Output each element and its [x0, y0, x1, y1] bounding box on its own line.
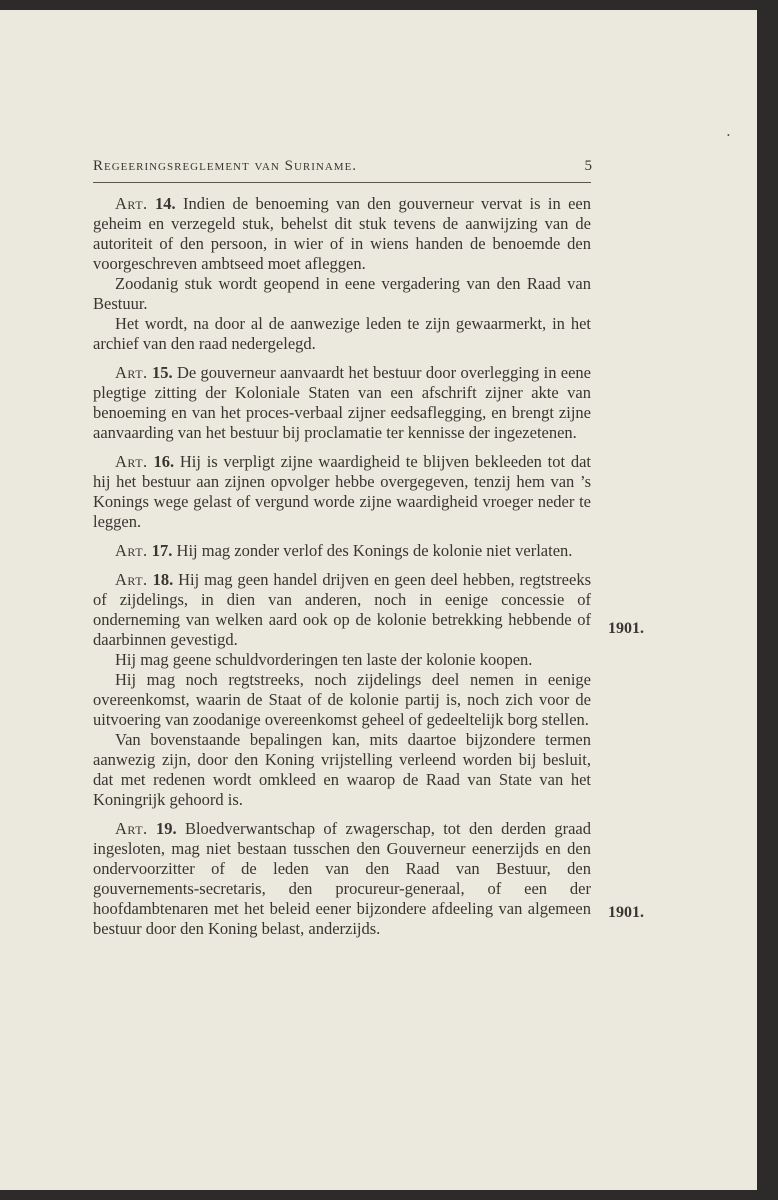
margin-year-note: 1901.	[608, 620, 644, 637]
article-17	[93, 541, 591, 561]
article-number: 19.	[156, 819, 177, 838]
article-number: 18.	[152, 570, 174, 589]
article-label: Art.	[115, 194, 148, 213]
running-title: Regeeringsreglement van Suriname.	[93, 158, 358, 174]
article-14-paragraph: Het wordt, na door al de aanwezige leden te zijn gewaarmerkt, in het archief van den raad nedergelegd.	[93, 314, 591, 353]
article-label: Art.	[115, 452, 148, 471]
article-14	[93, 194, 591, 274]
article-text: Bloedverwantschap of zwagerschap, tot den derden graad ingesloten, mag niet bestaan tusschen den Gouverneur eenerzijds en den ondervoorzitter of de leden van den Raad van Bestuur, den gouvernements-secretaris, den procureur-generaal, of een der hoofdambtenaren met het beleid eener bijzondere afdeeling van algemeen bestuur door den Koning belast, anderzijds.	[93, 819, 591, 938]
article-number: 15.	[152, 363, 173, 382]
article-16	[93, 452, 591, 532]
article-18-paragraph: Hij mag noch regtstreeks, noch zijdelings deel nemen in eenige overeenkomst, waarin de Staat of de kolonie partij is, noch zich voor de uitvoering van zoodanige overeenkomst geheel of gedeeltelijk borg stellen.	[93, 670, 591, 729]
page-speck: •	[727, 131, 730, 140]
document-page	[0, 10, 757, 1190]
article-number: 16.	[153, 452, 175, 471]
article-label: Art.	[115, 819, 148, 838]
article-text: Hij mag geen handel drijven en geen deel hebben, regtstreeks of zijdelings, in dien van anderen, noch in eenige concessie of onderneming van welken aard ook op de kolonie betrekking hebbende of daarbinnen gevestigd.	[93, 570, 591, 649]
page-number: 5	[584, 158, 593, 174]
article-14-paragraph: Zoodanig stuk wordt geopend in eene vergadering van den Raad van Bestuur.	[93, 274, 591, 313]
article-18-paragraph: Van bovenstaande bepalingen kan, mits daartoe bijzondere termen aanwezig zijn, door den Koning vrijstelling verleend worden bij besluit, dat met redenen wordt omkleed en waarop de Raad van State van het Koningrijk gehoord is.	[93, 730, 591, 809]
article-18-paragraph: Hij mag geene schuldvorderingen ten laste der kolonie koopen.	[115, 650, 533, 669]
article-text: Hij is verpligt zijne waardigheid te blijven bekleeden tot dat hij het bestuur aan zijnen opvolger hebbe overgegeven, tenzij hem van ’s Konings wege gelast of vergund worde zijne waardigheid vroeger neder te leggen.	[93, 452, 592, 531]
margin-year-note: 1901.	[608, 904, 644, 921]
article-text: Indien de benoeming van den gouverneur vervat is in een geheim en verzegeld stuk, behelst dit stuk tevens de aanwijzing van de autoriteit of den persoon, in wier of in wiens handen de benoemde den voorgeschreven ambtseed moet afleggen.	[93, 194, 591, 273]
article-15	[93, 363, 591, 443]
running-header	[93, 158, 593, 175]
article-label: Art.	[115, 363, 148, 382]
article-number: 17.	[151, 541, 173, 560]
article-19	[93, 819, 591, 939]
article-label: Art.	[115, 570, 148, 589]
header-rule	[93, 182, 591, 183]
article-body	[93, 194, 591, 939]
article-number: 14.	[155, 194, 176, 213]
article-text: De gouverneur aanvaardt het bestuur door overlegging in eene plegtige zitting der Koloniale Staten van een afschrift zijner akte van benoeming en van het proces-verbaal zijner eedsaflegging, en brengt zijne aanvaarding van het bestuur bij proclamatie ter kennisse der ingezetenen.	[93, 363, 592, 442]
article-text: Hij mag zonder verlof des Konings de kolonie niet verlaten.	[176, 541, 573, 560]
article-label: Art.	[115, 541, 148, 560]
article-18	[93, 570, 591, 650]
